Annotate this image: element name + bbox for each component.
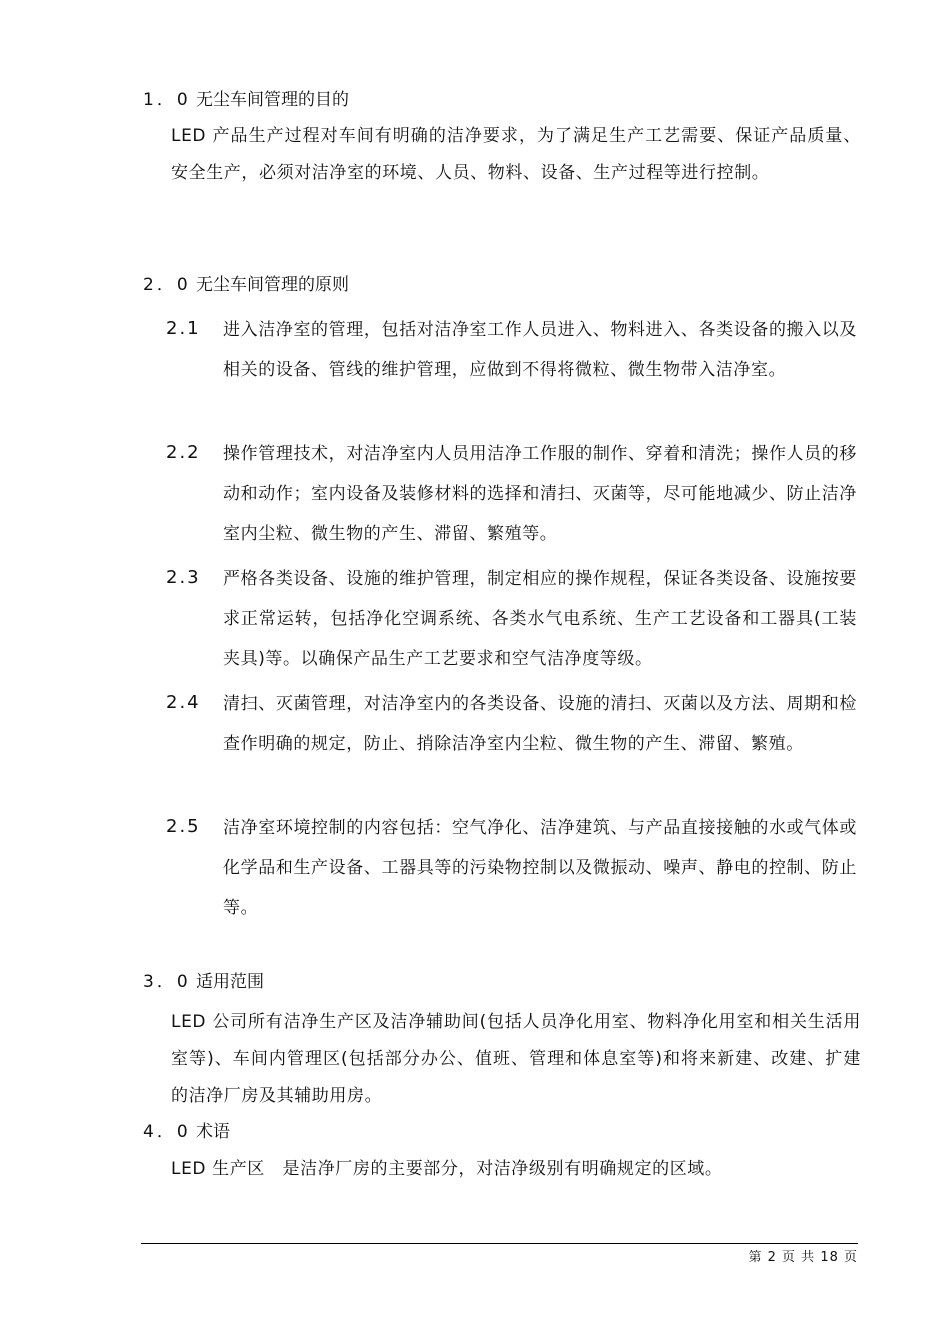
section-number: 2．0 (143, 275, 191, 295)
item-number-2-5: 2.5 (166, 816, 201, 837)
section-heading-1 (143, 88, 349, 112)
section-heading-4 (143, 1120, 230, 1144)
section-body-4: LED 生产区 是洁净厂房的主要部分，对洁净级别有明确规定的区域。 (171, 1159, 723, 1179)
section-title: 无尘车间管理的目的 (196, 90, 350, 110)
section-title: 无尘车间管理的原则 (196, 275, 350, 295)
section-heading-3 (143, 970, 264, 994)
item-text-2-5: 洁净室环境控制的内容包括：空气净化、洁净建筑、与产品直接接触的水或气体或化学品和生产设备、工器具等的污染物控制以及微振动、噪声、静电的控制、防止等。 (223, 818, 857, 918)
item-number-2-2: 2.2 (166, 442, 201, 463)
item-number-2-3: 2.3 (166, 567, 201, 588)
footer-divider (141, 1243, 858, 1244)
section-heading-2 (143, 273, 349, 297)
page-number: 第 2 页 共 18 页 (748, 1250, 858, 1265)
item-text-2-1: 进入洁净室的管理，包括对洁净室工作人员进入、物料进入、各类设备的搬入以及相关的设备、管线的维护管理，应做到不得将微粒、微生物带入洁净室。 (223, 320, 857, 380)
section-title: 适用范围 (196, 972, 265, 992)
section-title: 术语 (196, 1122, 231, 1142)
section-number: 1．0 (143, 90, 191, 110)
item-text-2-3: 严格各类设备、设施的维护管理，制定相应的操作规程，保证各类设备、设施按要求正常运转，包括净化空调系统、各类水气电系统、生产工艺设备和工器具(工装夹具)等。以确保产品生产工艺要求和空气洁净度等级。 (223, 569, 857, 669)
item-number-2-4: 2.4 (166, 692, 201, 713)
item-text-2-4: 清扫、灭菌管理，对洁净室内的各类设备、设施的清扫、灭菌以及方法、周期和检查作明确的规定，防止、捎除洁净室内尘粒、微生物的产生、滞留、繁殖。 (223, 694, 857, 754)
section-body-1: LED 产品生产过程对车间有明确的洁净要求，为了满足生产工艺需要、保证产品质量、安全生产，必须对洁净室的环境、人员、物料、设备、生产过程等进行控制。 (171, 126, 861, 183)
item-text-2-2: 操作管理技术，对洁净室内人员用洁净工作服的制作、穿着和清洗；操作人员的移动和动作；室内设备及装修材料的选择和清扫、灭菌等，尽可能地减少、防止洁净室内尘粒、微生物的产生、滞留、繁殖等。 (223, 444, 857, 544)
section-body-3: LED 公司所有洁净生产区及洁净辅助间(包括人员净化用室、物料净化用室和相关生活用室等)、车间内管理区(包括部分办公、值班、管理和体息室等)和将来新建、改建、扩建的洁净厂房及其辅助用房。 (171, 1012, 861, 1106)
item-number-2-1: 2.1 (166, 318, 201, 339)
section-number: 3．0 (143, 972, 191, 992)
section-number: 4．0 (143, 1122, 191, 1142)
